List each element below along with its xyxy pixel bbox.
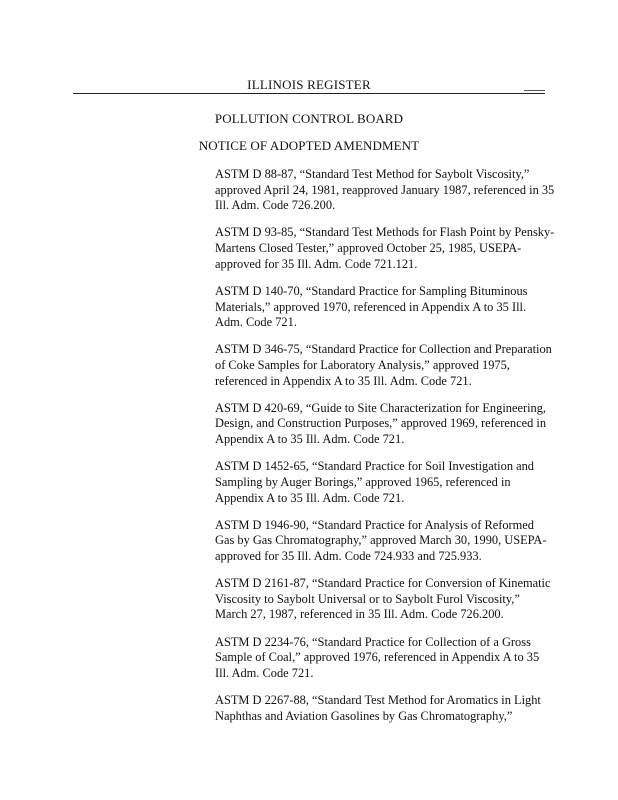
reference-item: ASTM D 2161-87, “Standard Practice for Conversion of Kinematic Viscosity to Saybolt Universal or to Saybolt Furol Viscosity,” March 27, 1987, referenced in 35 Ill. Adm. Code 726.200. bbox=[215, 576, 551, 622]
reference-list bbox=[215, 167, 555, 736]
reference-item: ASTM D 2267-88, “Standard Test Method for Aromatics in Light Naphthas and Aviation Gasolines by Gas Chromatography,” bbox=[215, 693, 541, 723]
reference-item: ASTM D 1946-90, “Standard Practice for Analysis of Reformed Gas by Gas Chromatography,” approved March 30, 1990, USEPA-approved for 35 Ill. Adm. Code 724.933 and 725.933. bbox=[215, 517, 547, 563]
reference-item: ASTM D 140-70, “Standard Practice for Sampling Bituminous Materials,” approved 1970, referenced in Appendix A to 35 Ill. Adm. Code 721. bbox=[215, 283, 528, 330]
reference-item: ASTM D 420-69, “Guide to Site Characterization for Engineering, Design, and Construction Purposes,” approved 1969, referenced in Appendix A to 35 Ill. Adm. Code 721. bbox=[215, 400, 547, 447]
reference-item: ASTM D 88-87, “Standard Test Method for Saybolt Viscosity,” approved April 24, 1981, reapproved January 1987, referenced in 35 Ill. Adm. Code 726.200. bbox=[215, 167, 555, 213]
header-rule bbox=[73, 93, 545, 94]
notice-title: NOTICE OF ADOPTED AMENDMENT bbox=[198, 138, 420, 153]
register-title: ILLINOIS REGISTER bbox=[247, 77, 371, 92]
reference-item: ASTM D 1452-65, “Standard Practice for Soil Investigation and Sampling by Auger Borings,” approved 1965, referenced in Appendix A to 35 Ill. Adm. Code 721. bbox=[215, 459, 534, 505]
board-title: POLLUTION CONTROL BOARD bbox=[214, 111, 404, 126]
reference-item: ASTM D 93-85, “Standard Test Methods for Flash Point by Pensky-Martens Closed Tester,” approved October 25, 1985, USEPA-approved for 35 Ill. Adm. Code 721.121. bbox=[215, 225, 555, 271]
reference-item: ASTM D 2234-76, “Standard Practice for Collection of a Gross Sample of Coal,” approved 1976, referenced in Appendix A to 35 Ill. Adm. Code 721. bbox=[215, 634, 540, 680]
reference-item: ASTM D 346-75, “Standard Practice for Collection and Preparation of Coke Samples for Laboratory Analysis,” approved 1975, referenced in Appendix A to 35 Ill. Adm. Code 721. bbox=[215, 342, 552, 388]
